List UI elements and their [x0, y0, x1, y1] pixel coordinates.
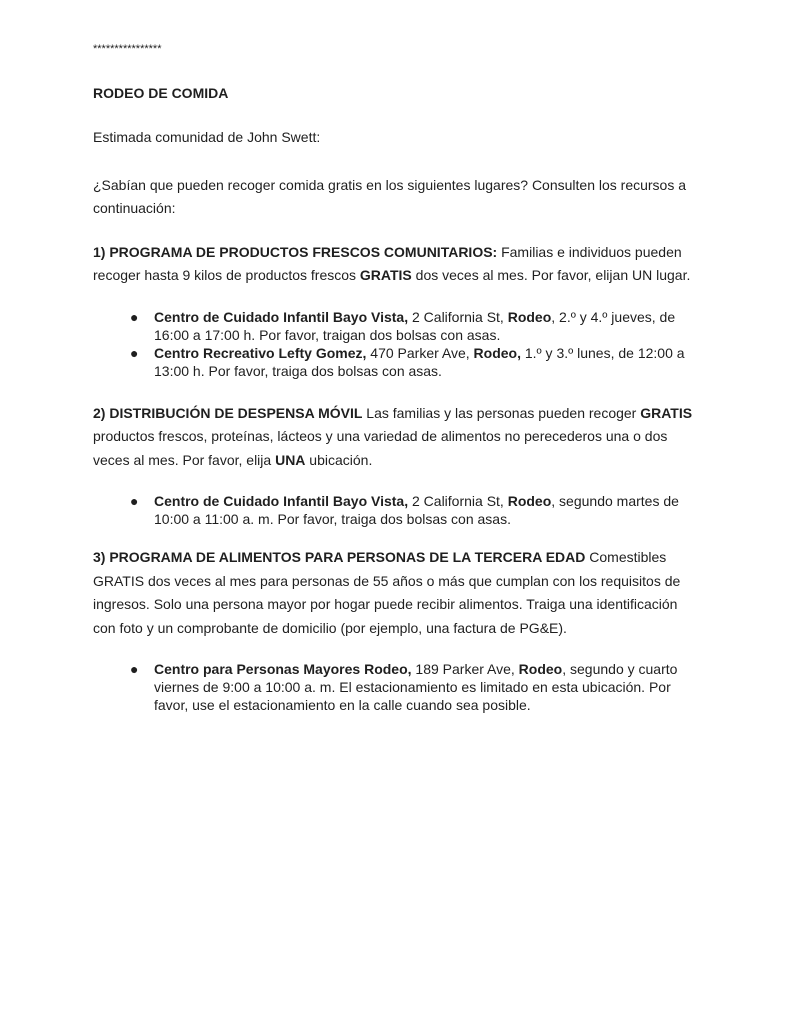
location-details: , segundo y cuarto viernes de 9:00 a 10:00 a. m. El estacionamiento es limitado en esta ubicación. Por favor, use el estacionamiento en la calle cuando sea posible. [154, 661, 678, 713]
location-details: , segundo martes de 10:00 a 11:00 a. m. Por favor, traiga dos bolsas con asas. [154, 493, 679, 527]
document-page [93, 40, 703, 714]
bullet-icon: ● [130, 661, 139, 677]
list-item [130, 308, 703, 344]
location-city: Rodeo [507, 493, 552, 509]
section-1-text-b: dos veces al mes. Por favor, elijan UN lugar. [411, 267, 691, 283]
section-1-location-list [93, 308, 703, 380]
section-3-heading: 3) PROGRAMA DE ALIMENTOS PARA PERSONAS DE LA TERCERA EDAD [93, 549, 586, 565]
section-1-paragraph [93, 241, 703, 288]
section-2-text-b: productos frescos, proteínas, lácteos y una variedad de alimentos no perecederos una o dos veces al mes. Por favor, elija [93, 428, 668, 468]
greeting: Estimada comunidad de John Swett: [93, 129, 321, 145]
list-item [130, 344, 703, 380]
location-address: 189 Parker Ave, [411, 661, 519, 677]
location-address: 470 Parker Ave, [366, 344, 474, 361]
section-2-una: UNA [275, 451, 306, 468]
location-address: 2 California St, [408, 493, 508, 509]
section-2-text-a: Las familias y las personas pueden recoger [362, 404, 641, 421]
section-1-heading: 1) PROGRAMA DE PRODUCTOS FRESCOS COMUNITARIOS: [93, 243, 498, 260]
section-1-gratis: GRATIS [359, 267, 412, 283]
bullet-icon: ● [130, 344, 139, 361]
section-3-text-a: Comestibles GRATIS dos veces al mes para personas de 55 años o más que cumplan con los requisitos de ingresos. Solo una persona mayor por hogar puede recibir alimentos. Traiga una identificación con foto y un comprobante de domicilio (por ejemplo, una factura de PG&E). [93, 549, 681, 636]
section-3-location-list [93, 660, 703, 714]
location-name: Centro de Cuidado Infantil Bayo Vista, [154, 493, 409, 509]
section-2-heading: 2) DISTRIBUCIÓN DE DESPENSA MÓVIL [93, 404, 363, 421]
section-2-location-list [93, 492, 703, 528]
location-city: Rodeo [518, 661, 563, 677]
bullet-icon: ● [130, 493, 139, 509]
location-name: Centro de Cuidado Infantil Bayo Vista, [154, 308, 409, 325]
separator-stars: **************** [93, 43, 162, 55]
section-2-paragraph [93, 402, 703, 473]
section-2-text-c: ubicación. [305, 451, 373, 468]
section-2-gratis: GRATIS [640, 404, 693, 421]
location-address: 2 California St, [408, 308, 508, 325]
location-details: 1.º y 3.º lunes, de 12:00 a 13:00 h. Por favor, traiga dos bolsas con asas. [154, 344, 685, 379]
location-name: Centro para Personas Mayores Rodeo, [154, 661, 412, 677]
bullet-icon: ● [130, 308, 139, 325]
document-title: RODEO DE COMIDA [93, 85, 229, 101]
location-details: , 2.º y 4.º jueves, de 16:00 a 17:00 h. Por favor, traigan dos bolsas con asas. [154, 308, 676, 343]
list-item [130, 492, 703, 528]
section-1-text-a: Familias e individuos pueden recoger hasta 9 kilos de productos frescos [93, 243, 682, 283]
intro-paragraph: ¿Sabían que pueden recoger comida gratis en los siguientes lugares? Consulten los recursos a continuación: [93, 176, 687, 216]
location-city: Rodeo [507, 308, 552, 325]
section-3-paragraph [93, 546, 703, 640]
list-item [130, 660, 703, 714]
location-city: Rodeo, [473, 344, 521, 361]
location-name: Centro Recreativo Lefty Gomez, [154, 344, 367, 361]
